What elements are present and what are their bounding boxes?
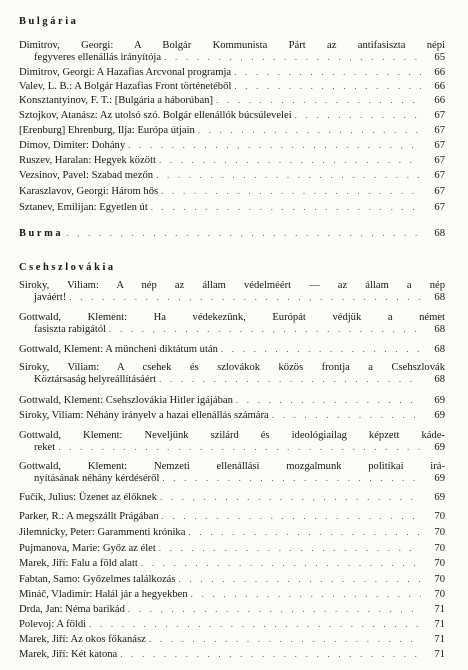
entry-text: Siroky, Viliam: A nép az állam védelméért — az állam a nép	[19, 280, 445, 291]
toc-entry	[19, 170, 445, 182]
entry-text: Parker, R.: A megszállt Prágában	[19, 511, 159, 522]
leader-dots	[195, 125, 421, 136]
toc-entry	[19, 619, 445, 631]
entry-text: Siroky, Viliam: Néhány irányelv a hazai ellenállás számára	[19, 410, 269, 421]
leader-dots	[159, 473, 421, 484]
toc-entry	[19, 410, 445, 422]
toc-entry	[19, 202, 445, 214]
page-number: 70	[434, 558, 445, 569]
leader-dots	[218, 344, 421, 355]
toc-entry	[19, 395, 445, 407]
leader-dots	[117, 649, 421, 660]
entry-text: Dimitrov, Georgi: A Bolgár Kommunista Párt az antifasiszta népi	[19, 40, 445, 51]
entry-text-continued: fegyveres ellenállás irányítója	[34, 52, 162, 64]
page-number: 66	[434, 95, 445, 106]
leader-dots	[86, 619, 421, 630]
page-number: 69	[434, 492, 445, 503]
leader-dots	[125, 604, 421, 615]
entry-text: Marek, Jiří: Két katona	[19, 649, 118, 660]
page-number: 68	[434, 324, 445, 336]
toc-entry	[19, 589, 445, 601]
toc-entry	[19, 527, 445, 539]
toc-entry	[19, 344, 445, 356]
leader-dots	[157, 492, 421, 503]
leader-dots	[269, 410, 421, 421]
leader-dots	[55, 442, 421, 453]
toc-entry	[19, 95, 445, 107]
leader-dots	[188, 589, 421, 600]
entry-text: Jilemnicky, Peter: Garammenti krónika	[19, 527, 186, 538]
toc-entry	[19, 280, 445, 305]
toc-entry	[19, 604, 445, 616]
section-heading-burma: Burma	[19, 228, 64, 239]
page-number: 67	[434, 110, 445, 121]
toc-entry	[19, 155, 445, 167]
entry-text-continued: nyításának néhány kérdéséről	[34, 473, 160, 485]
entry-text-continued: Köztársaság helyreállításáért	[34, 374, 157, 386]
entry-text: Gottwald, Klement: Ha védekezünk, Európát védjük a német	[19, 312, 445, 323]
toc-entry	[19, 40, 445, 65]
entry-text-continued: javáért!	[34, 292, 67, 304]
entry-text: Dimov, Dimiter: Dohány	[19, 140, 126, 151]
entry-text: Vezsinov, Pavel: Szabad mezőn	[19, 170, 154, 181]
leader-dots	[213, 95, 421, 106]
toc-entry	[19, 574, 445, 586]
leader-dots	[159, 511, 421, 522]
page-number: 71	[434, 649, 445, 660]
leader-dots	[176, 574, 421, 585]
page-number: 70	[434, 527, 445, 538]
page-number: 66	[434, 81, 445, 92]
leader-dots	[161, 52, 421, 63]
leader-dots	[231, 67, 421, 78]
leader-dots	[66, 292, 421, 303]
entry-text: Marek, Jiří: Az okos főkanász	[19, 634, 146, 645]
toc-entry	[19, 362, 445, 387]
page-number: 69	[434, 442, 445, 454]
entry-text: Drda, Jan: Néma barikád	[19, 604, 125, 615]
page-number: 65	[434, 52, 445, 64]
page-number: 66	[434, 67, 445, 78]
page-number: 67	[434, 170, 445, 181]
entry-text: Pujmanova, Marie: Győz az élet	[19, 543, 156, 554]
entry-text: Siroky, Viliam: A csehek és szlovákok közös frontja a Csehszlovák	[19, 362, 445, 373]
entry-text: Mináč, Vladimír: Halál jár a hegyekben	[19, 589, 188, 600]
entry-text: Fabtan, Samo: Győzelmes találkozás	[19, 574, 176, 585]
toc-entry	[19, 649, 445, 661]
leader-dots	[158, 186, 421, 197]
toc-entry	[19, 67, 445, 79]
toc-entry	[19, 228, 445, 240]
toc-entry	[19, 430, 445, 455]
entry-text: Valev, L. B.: A Bolgár Hazafias Front történetéből	[19, 81, 232, 92]
toc-entry	[19, 634, 445, 646]
toc-entry	[19, 186, 445, 198]
page-number: 67	[434, 125, 445, 136]
toc-entry	[19, 461, 445, 486]
toc-entry	[19, 140, 445, 152]
entry-text: Gottwald, Klement: A müncheni diktátum után	[19, 344, 218, 355]
page-number: 69	[434, 395, 445, 406]
entry-text: Gottwald, Klement: Csehszlovákia Hitler igájában	[19, 395, 233, 406]
leader-dots	[148, 202, 421, 213]
entry-text: Marek, Jiří: Falu a föld alatt	[19, 558, 138, 569]
page-number: 67	[434, 202, 445, 213]
entry-text: Konsztantyinov, F. T.: [Bulgária a háborúban]	[19, 95, 214, 106]
toc-entry	[19, 511, 445, 523]
toc-entry	[19, 81, 445, 93]
page-number: 67	[434, 155, 445, 166]
entry-text: Gottwald, Klement: Nemzeti ellenállási mozgalmunk politikai irá-	[19, 461, 445, 472]
leader-dots	[233, 395, 421, 406]
toc-entry	[19, 312, 445, 337]
leader-dots	[63, 228, 421, 239]
entry-text: Dimitrov, Georgi: A Hazafias Arcvonal programja	[19, 67, 232, 78]
toc-entry	[19, 492, 445, 504]
toc-entry	[19, 110, 445, 122]
entry-text: Ruszev, Haralan: Hegyek között	[19, 155, 156, 166]
page-number: 71	[434, 604, 445, 615]
leader-dots	[292, 110, 421, 121]
page-number: 68	[434, 228, 445, 239]
entry-text: [Erenburg] Ehrenburg, Ilja: Európa útjain	[19, 125, 195, 136]
leader-dots	[125, 140, 421, 151]
leader-dots	[156, 155, 421, 166]
entry-text: Fučík, Julius: Üzenet az élőknek	[19, 492, 157, 503]
entry-text-continued: reket	[34, 442, 56, 454]
entry-text: Sztanev, Emilijan: Egyetlen út	[19, 202, 148, 213]
entry-text: Gottwald, Klement: Neveljünk szilárd és ideológiailag képzett káde-	[19, 430, 445, 441]
page-number: 70	[434, 574, 445, 585]
leader-dots	[153, 170, 421, 181]
page-number: 68	[434, 374, 445, 386]
toc-entry	[19, 558, 445, 570]
page-number: 67	[434, 140, 445, 151]
page-number: 69	[434, 473, 445, 485]
toc-entry	[19, 125, 445, 137]
leader-dots	[138, 558, 421, 569]
entry-text: Polevoj: A földi	[19, 619, 87, 630]
toc-entry	[19, 543, 445, 555]
leader-dots	[146, 634, 421, 645]
page-number: 68	[434, 344, 445, 355]
leader-dots	[156, 543, 421, 554]
entry-text: Sztojkov, Atanász: Az utolsó szó. Bolgár ellenállók búcsúlevelei	[19, 110, 292, 121]
section-heading-czechoslovakia: Csehszlovákia	[19, 262, 116, 273]
entry-text-continued: fasiszta rabigától	[34, 324, 107, 336]
page-number: 68	[434, 292, 445, 304]
leader-dots	[106, 324, 421, 335]
leader-dots	[156, 374, 421, 385]
page-number: 69	[434, 410, 445, 421]
entry-text: Karaszlavov, Georgi: Három hős	[19, 186, 159, 197]
page-number: 71	[434, 634, 445, 645]
page-number: 71	[434, 619, 445, 630]
leader-dots	[185, 527, 421, 538]
page-number: 67	[434, 186, 445, 197]
section-heading-bulgaria: Bulgária	[19, 16, 79, 27]
page-number: 70	[434, 589, 445, 600]
leader-dots	[231, 81, 421, 92]
page-number: 70	[434, 543, 445, 554]
page-number: 70	[434, 511, 445, 522]
